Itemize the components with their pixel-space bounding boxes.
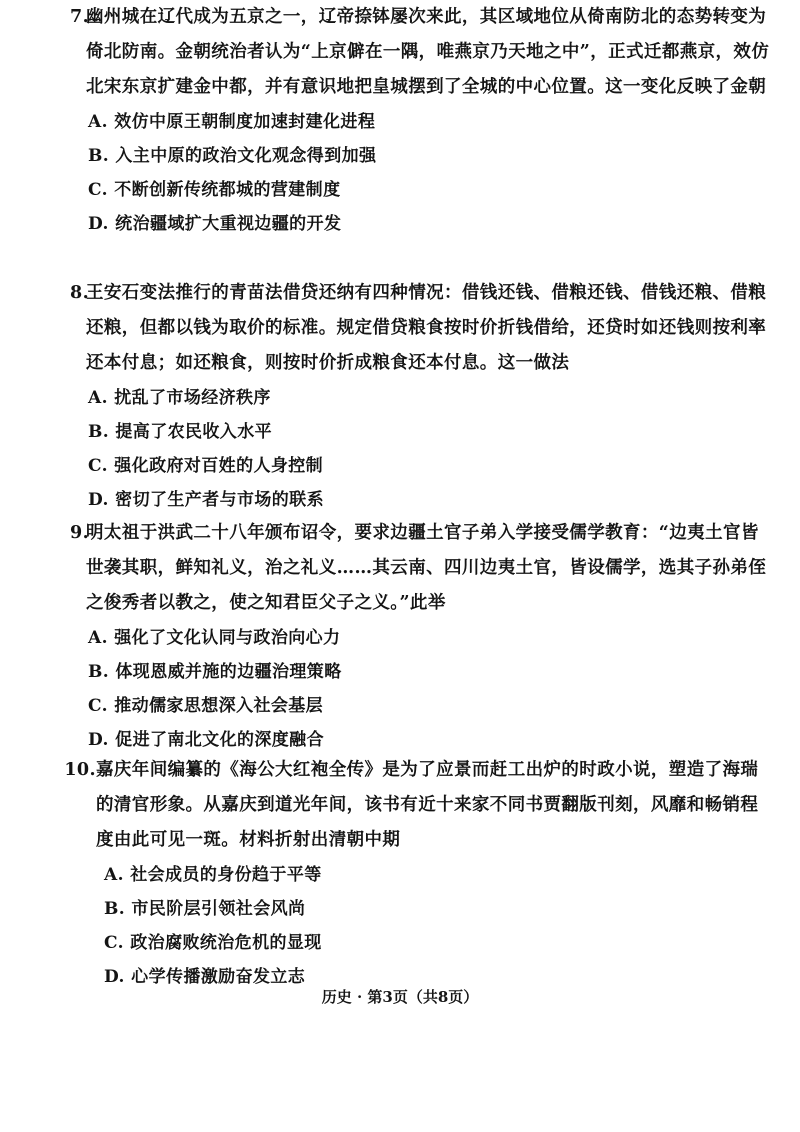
question-text: 明太祖于洪武二十八年颁布诏令，要求边疆土官子弟入学接受儒学教育：“边夷土官皆世袭其职，鲜知礼义，治之礼义……其云南、四川边夷土官，皆设儒学，选其子孙弟侄之俊秀者以教之，使之知君臣父子之义。”此举 [86,523,767,613]
question-8 [0,276,800,517]
question-number: 10. [64,760,96,780]
question-stem [0,0,800,105]
question-stem [0,276,800,381]
option-a: A. 社会成员的身份趋于平等 [104,865,322,885]
option-b: B. 入主中原的政治文化观念得到加强 [88,146,377,166]
option-a: A. 扰乱了市场经济秩序 [88,388,271,408]
option-list [0,105,800,241]
option-b: B. 市民阶层引领社会风尚 [104,899,306,919]
option-c: C. 强化政府对百姓的人身控制 [88,456,324,476]
option-b: B. 体现恩威并施的边疆治理策略 [88,662,342,682]
option-b: B. 提高了农民收入水平 [88,422,273,442]
option-a: A. 强化了文化认同与政治向心力 [88,628,341,648]
option-d: D. 心学传播激励奋发立志 [104,967,306,987]
question-number: 7. [70,7,90,27]
question-7 [0,0,800,241]
option-c: C. 不断创新传统都城的营建制度 [88,180,341,200]
question-number: 8. [70,283,90,303]
question-text: 幽州城在辽代成为五京之一，辽帝捺钵屡次来此，其区域地位从倚南防北的态势转变为倚北防南。金朝统治者认为“上京僻在一隅，唯燕京乃天地之中”，正式迁都燕京，效仿北宋东京扩建金中都，并有意识地把皇城摆到了全城的中心位置。这一变化反映了金朝 [86,7,770,97]
option-list [0,858,800,994]
question-text: 嘉庆年间编纂的《海公大红袍全传》是为了应景而赶工出炉的时政小说，塑造了海瑞的清官形象。从嘉庆到道光年间，该书有近十来家不同书贾翻版刊刻，风靡和畅销程度由此可见一斑。材料折射出清朝中期 [96,760,759,850]
option-list [0,621,800,757]
option-a: A. 效仿中原王朝制度加速封建化进程 [88,112,376,132]
option-c: C. 推动儒家思想深入社会基层 [88,696,324,716]
question-number: 9. [70,523,90,543]
question-10 [0,753,800,994]
option-d: D. 促进了南北文化的深度融合 [88,730,324,750]
option-d: D. 统治疆域扩大重视边疆的开发 [88,214,342,234]
question-9 [0,516,800,757]
option-d: D. 密切了生产者与市场的联系 [88,490,324,510]
question-stem [0,516,800,621]
page-footer: 历史 · 第3页（共8页） [321,988,479,1006]
option-list [0,381,800,517]
question-stem [0,753,800,858]
question-text: 王安石变法推行的青苗法借贷还纳有四种情况：借钱还钱、借粮还钱、借钱还粮、借粮还粮，但都以钱为取价的标准。规定借贷粮食按时价折钱借给，还贷时如还钱则按利率还本付息；如还粮食，则按时价折成粮食还本付息。这一做法 [86,283,767,373]
option-c: C. 政治腐败统治危机的显现 [104,933,322,953]
